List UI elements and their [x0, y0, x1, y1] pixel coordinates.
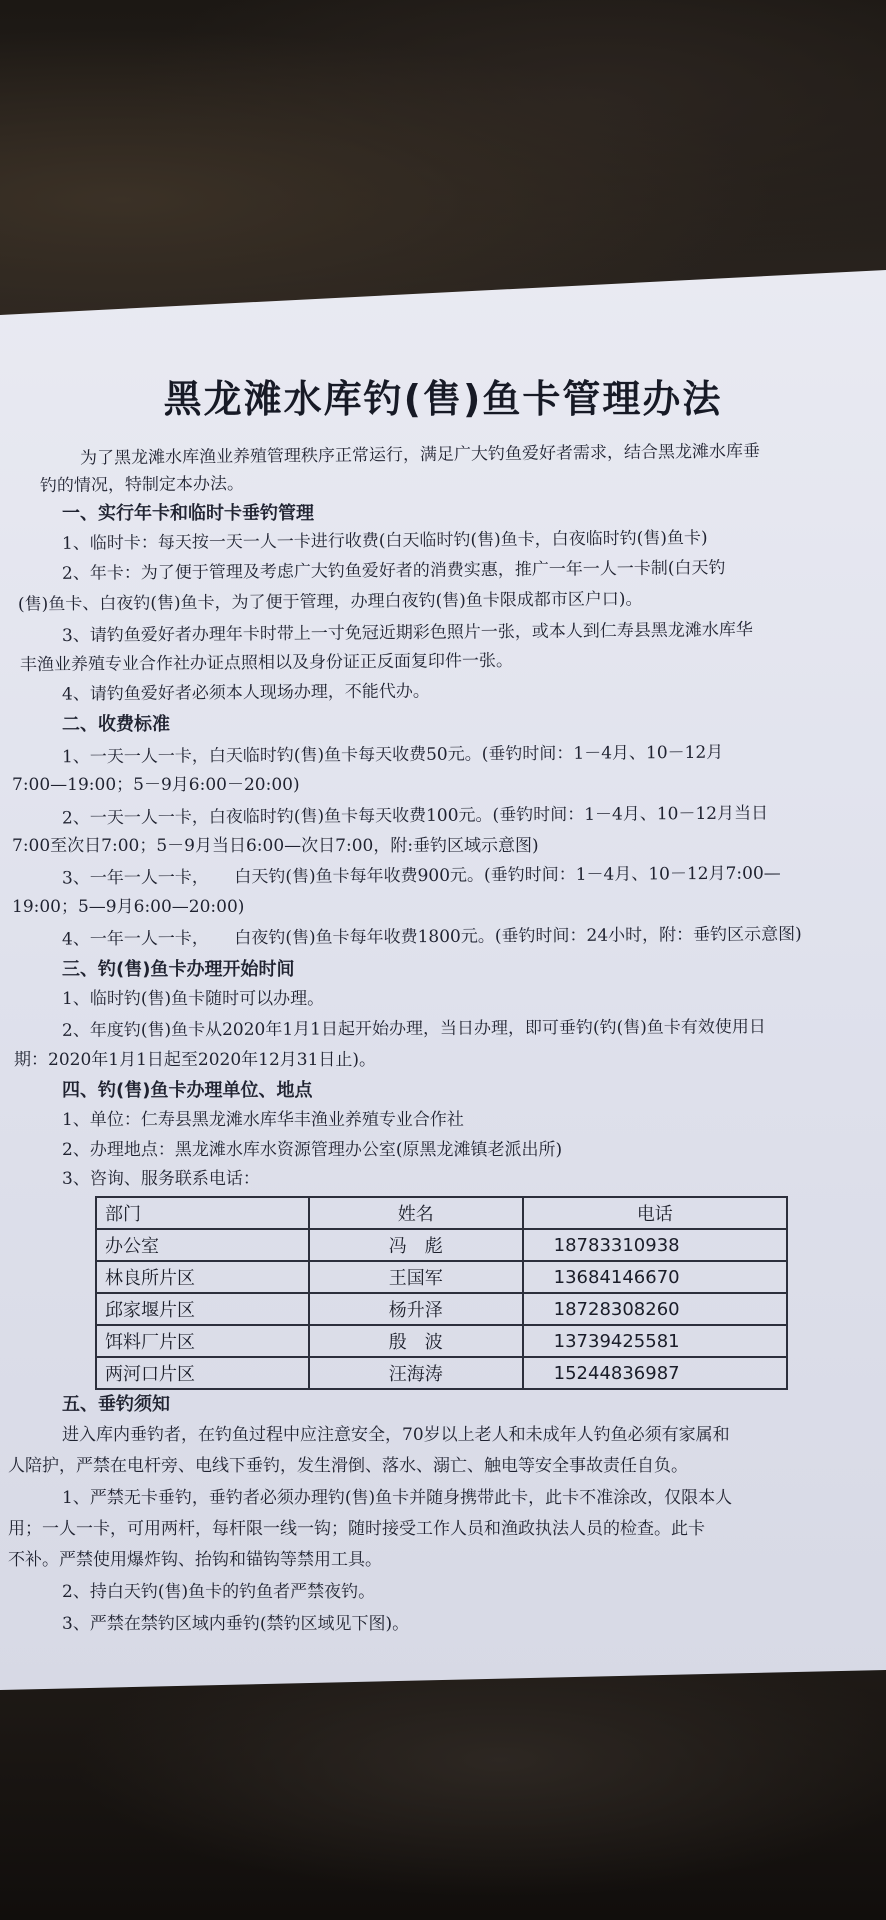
s1-line-2: 2、年卡：为了便于管理及考虑广大钓鱼爱好者的消费实惠，推广一年一人一卡制(白天钓: [61, 558, 726, 584]
contact-table: [95, 1196, 788, 1390]
s2-line-4: 7:00至次日7:00；5－9月当日6:00—次日7:00，附:垂钓区域示意图): [12, 836, 539, 856]
s4-line-3: 3、咨询、服务联系电话：: [62, 1169, 260, 1189]
section-4-heading: 四、钓(售)鱼卡办理单位、地点: [62, 1080, 313, 1101]
s1-line-4: 3、请钓鱼爱好者办理年卡时带上一寸免冠近期彩色照片一张，或本人到仁寿县黑龙滩水库华: [61, 619, 753, 647]
table-cell-name: 杨升泽: [309, 1293, 523, 1325]
section-3-heading: 三、钓(售)鱼卡办理开始时间: [62, 959, 295, 980]
table-cell-name: 王国军: [309, 1261, 523, 1293]
s1-line-6: 4、请钓鱼爱好者必须本人现场办理，不能代办。: [61, 681, 430, 705]
s1-line-3: (售)鱼卡、白夜钓(售)鱼卡，为了便于管理，办理白夜钓(售)鱼卡限成都市区户口)。: [17, 589, 643, 615]
s1-line-5: 丰渔业养殖专业合作社办证点照相以及身份证正反面复印件一张。: [19, 650, 514, 676]
table-row: [96, 1293, 787, 1325]
intro-line-2: 钓的情况，特制定本办法。: [39, 473, 245, 497]
s3-line-3: 期：2020年1月1日起至2020年12月31日止)。: [14, 1050, 377, 1070]
s4-line-2: 2、办理地点：黑龙滩水库水资源管理办公室(原黑龙滩镇老派出所): [62, 1140, 563, 1160]
column-header: 姓名: [309, 1197, 523, 1229]
column-header: 电话: [523, 1197, 787, 1229]
table-cell-department: 邱家堰片区: [96, 1293, 309, 1325]
table-cell-phone: 13739425581: [523, 1325, 787, 1357]
s2-line-7: 4、一年一人一卡， 白夜钓(售)鱼卡每年收费1800元。(垂钓时间：24小时，附：垂钓区示意图): [61, 924, 802, 950]
s5-line-4: 用；一人一卡，可用两杆，每杆限一线一钩；随时接受工作人员和渔政执法人员的检查。此卡: [8, 1519, 705, 1539]
table-cell-department: 两河口片区: [96, 1357, 309, 1389]
s2-line-3: 2、一天一人一卡，白夜临时钓(售)鱼卡每天收费100元。(垂钓时间：1－4月、10－12月当日: [61, 803, 769, 829]
table-row: [96, 1325, 787, 1357]
s5-line-1: 进入库内垂钓者，在钓鱼过程中应注意安全，70岁以上老人和未成年人钓鱼必须有家属和: [62, 1425, 730, 1445]
table-cell-department: 林良所片区: [96, 1261, 309, 1293]
s2-line-6: 19:00；5—9月6:00—20:00): [12, 897, 245, 917]
s2-line-1: 1、一天一人一卡，白天临时钓(售)鱼卡每天收费50元。(垂钓时间：1－4月、10－12月: [61, 742, 724, 768]
s5-line-2: 人陪护，严禁在电杆旁、电线下垂钓，发生滑倒、落水、溺亡、触电等安全事故责任自负。: [8, 1456, 688, 1476]
section-5-heading: 五、垂钓须知: [62, 1394, 170, 1415]
s5-line-3: 1、严禁无卡垂钓，垂钓者必须办理钓(售)鱼卡并随身携带此卡，此卡不准涂改，仅限本人: [62, 1488, 733, 1508]
s2-line-2: 7:00—19:00；5－9月6:00－20:00): [12, 775, 300, 795]
table-cell-department: 饵料厂片区: [96, 1325, 309, 1357]
table-row: [96, 1261, 787, 1293]
section-2-heading: 二、收费标准: [62, 714, 170, 735]
table-cell-department: 办公室: [96, 1229, 309, 1261]
table-row: [96, 1229, 787, 1261]
s3-line-1: 1、临时钓(售)鱼卡随时可以办理。: [62, 989, 325, 1009]
s5-line-7: 3、严禁在禁钓区域内垂钓(禁钓区域见下图)。: [62, 1614, 410, 1634]
s4-line-1: 1、单位：仁寿县黑龙滩水库华丰渔业养殖专业合作社: [62, 1110, 464, 1130]
document-title: 黑龙滩水库钓(售)鱼卡管理办法: [163, 377, 723, 421]
table-cell-phone: 18783310938: [523, 1229, 787, 1261]
table-cell-phone: 15244836987: [523, 1357, 787, 1389]
section-1-heading: 一、实行年卡和临时卡垂钓管理: [62, 503, 314, 524]
s3-line-2: 2、年度钓(售)鱼卡从2020年1月1日起开始办理，当日办理，即可垂钓(钓(售)鱼卡有效使用日: [61, 1017, 766, 1041]
s1-line-1: 1、临时卡：每天按一天一人一卡进行收费(白天临时钓(售)鱼卡，白夜临时钓(售)鱼卡): [61, 528, 708, 554]
table-header-row: [96, 1197, 787, 1229]
column-header: 部门: [96, 1197, 309, 1229]
table-cell-name: 殷 波: [309, 1325, 523, 1357]
table-cell-phone: 13684146670: [523, 1261, 787, 1293]
s5-line-6: 2、持白天钓(售)鱼卡的钓鱼者严禁夜钓。: [62, 1582, 376, 1602]
intro-line-1: 为了黑龙滩水库渔业养殖管理秩序正常运行，满足广大钓鱼爱好者需求，结合黑龙滩水库垂: [79, 441, 761, 469]
s2-line-5: 3、一年一人一卡， 白天钓(售)鱼卡每年收费900元。(垂钓时间：1－4月、10－12月7:00—: [61, 863, 781, 889]
table-cell-name: 汪海涛: [309, 1357, 523, 1389]
s5-line-5: 不补。严禁使用爆炸钩、抬钩和锚钩等禁用工具。: [8, 1550, 382, 1570]
table-cell-name: 冯 彪: [309, 1229, 523, 1261]
table-cell-phone: 18728308260: [523, 1293, 787, 1325]
table-row: [96, 1357, 787, 1389]
